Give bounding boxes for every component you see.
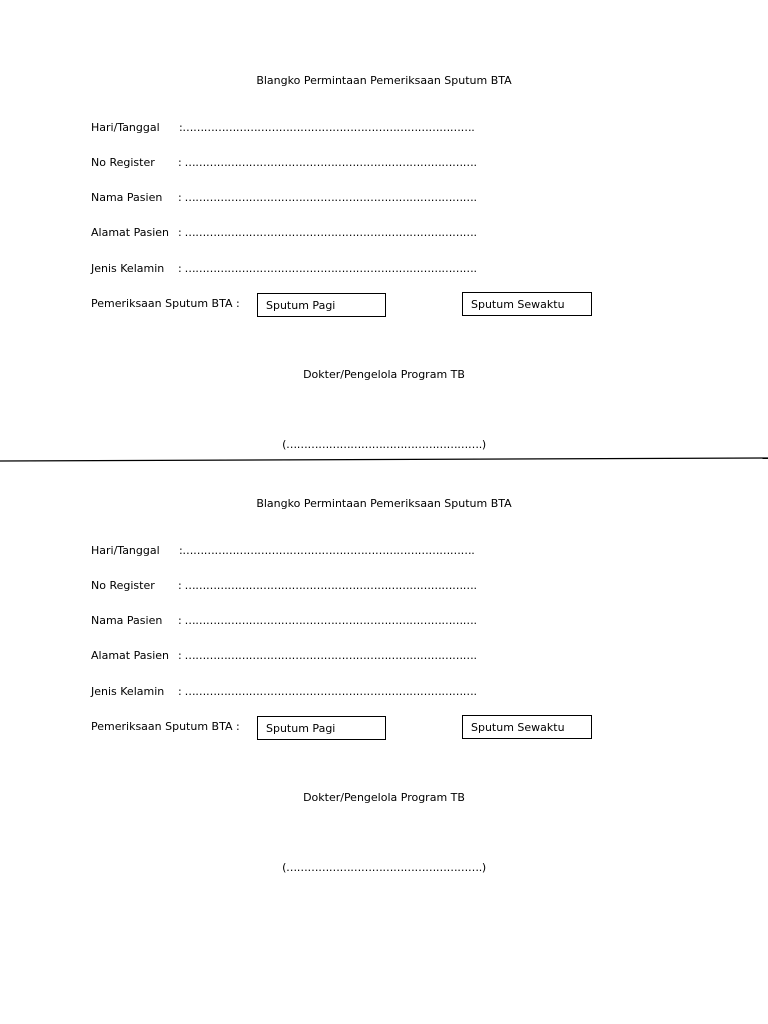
field-blank[interactable]: :………………………………………………………………………. <box>179 121 475 134</box>
exam-label: Pemeriksaan Sputum BTA : <box>91 297 240 310</box>
option-sputum-sewaktu-box[interactable] <box>462 715 592 739</box>
option-sputum-pagi-box[interactable] <box>257 716 386 740</box>
field-label: Alamat Pasien <box>91 649 169 662</box>
form-title: Blangko Permintaan Pemeriksaan Sputum BTA <box>256 74 512 87</box>
signature-blank[interactable]: (……………………………………………….) <box>282 861 486 874</box>
signer-title: Dokter/Pengelola Program TB <box>303 791 465 804</box>
field-blank[interactable]: : ………………………………………………………………………. <box>178 262 477 275</box>
field-label: Jenis Kelamin <box>91 685 165 698</box>
exam-label: Pemeriksaan Sputum BTA : <box>91 720 240 733</box>
field-label: Jenis Kelamin <box>91 262 165 275</box>
option-label: Sputum Pagi <box>266 299 336 312</box>
field-blank[interactable]: : ………………………………………………………………………. <box>178 685 477 698</box>
option-label: Sputum Pagi <box>266 722 336 735</box>
field-blank[interactable]: : ………………………………………………………………………. <box>178 191 477 204</box>
request-form-bottom <box>0 423 768 874</box>
option-sputum-sewaktu-box[interactable] <box>462 292 592 316</box>
field-blank[interactable]: : ………………………………………………………………………. <box>178 614 477 627</box>
option-sputum-pagi-box[interactable] <box>257 293 386 317</box>
field-label: Hari/Tanggal <box>91 544 160 557</box>
option-label: Sputum Sewaktu <box>471 298 565 311</box>
field-label: Nama Pasien <box>91 614 163 627</box>
field-blank[interactable]: : ………………………………………………………………………. <box>178 649 477 662</box>
field-label: No Register <box>91 579 155 592</box>
field-label: No Register <box>91 156 155 169</box>
signer-title: Dokter/Pengelola Program TB <box>303 368 465 381</box>
field-label: Alamat Pasien <box>91 226 169 239</box>
field-blank[interactable]: : ………………………………………………………………………. <box>178 226 477 239</box>
field-blank[interactable]: : ………………………………………………………………………. <box>178 579 477 592</box>
signature-blank[interactable]: (……………………………………………….) <box>282 438 486 451</box>
request-form-top <box>0 0 768 451</box>
option-label: Sputum Sewaktu <box>471 721 565 734</box>
form-title: Blangko Permintaan Pemeriksaan Sputum BTA <box>256 497 512 510</box>
field-blank[interactable]: :………………………………………………………………………. <box>179 544 475 557</box>
field-blank[interactable]: : ………………………………………………………………………. <box>178 156 477 169</box>
field-label: Nama Pasien <box>91 191 163 204</box>
field-label: Hari/Tanggal <box>91 121 160 134</box>
